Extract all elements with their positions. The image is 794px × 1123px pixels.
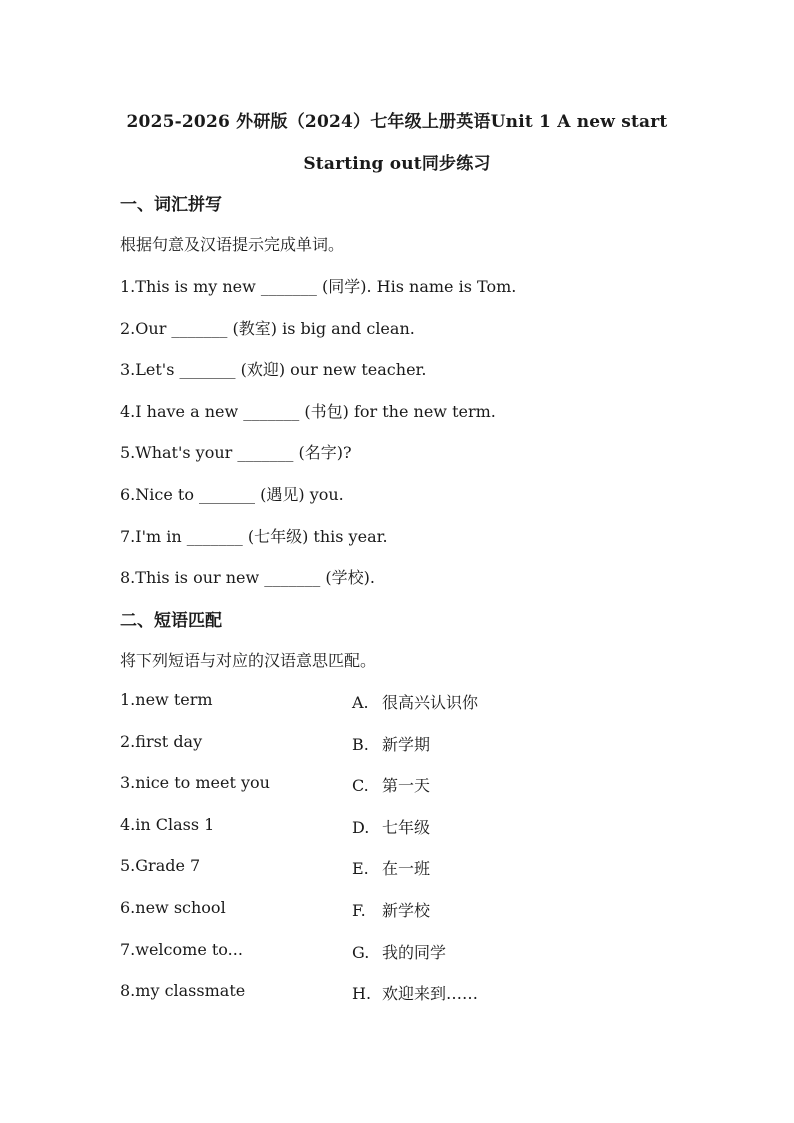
section2-instruction: 将下列短语与对应的汉语意思匹配。 [120,651,377,670]
match-meaning-text: 新学期 [382,735,431,754]
match-meaning-text: 我的同学 [382,943,447,962]
match-meaning-text: 新学校 [382,901,431,920]
match-key: C. [352,776,369,795]
match-phrase-5: 5.Grade 7 [120,856,201,875]
match-phrase-7: 7.welcome to... [120,940,243,959]
match-meaning-text: 在一班 [382,859,431,878]
vocab-item-6: 6.Nice to _______ (遇见) you. [120,485,344,504]
match-meaning-a [352,690,478,713]
match-phrase-2: 2.first day [120,732,203,751]
match-phrase-4: 4.in Class 1 [120,815,215,834]
match-meaning-text: 很高兴认识你 [382,693,479,712]
match-key: E. [352,859,369,878]
match-meaning-h [352,981,478,1004]
match-meaning-c [352,773,430,796]
match-phrase-8: 8.my classmate [120,981,246,1000]
vocab-item-2: 2.Our _______ (教室) is big and clean. [120,319,415,338]
match-key: B. [352,735,369,754]
vocab-item-4: 4.I have a new _______ (书包) for the new term. [120,402,496,421]
match-meaning-f [352,898,430,921]
vocab-item-8: 8.This is our new _______ (学校). [120,568,375,587]
match-key: D. [352,818,370,837]
match-key: A. [352,693,369,712]
document-title-line1: 2025-2026 外研版（2024）七年级上册英语Unit 1 A new start [126,112,668,132]
match-phrase-3: 3.nice to meet you [120,773,270,792]
match-meaning-text: 七年级 [382,818,431,837]
match-meaning-d [352,815,430,838]
match-phrase-1: 1.new term [120,690,213,709]
vocab-item-3: 3.Let's _______ (欢迎) our new teacher. [120,360,427,379]
document-title-line2: Starting out同步练习 [303,154,491,174]
match-phrase-6: 6.new school [120,898,226,917]
match-meaning-e [352,856,430,879]
match-meaning-b [352,732,430,755]
vocab-item-5: 5.What's your _______ (名字)? [120,443,352,462]
vocab-item-7: 7.I'm in _______ (七年级) this year. [120,527,388,546]
section1-instruction: 根据句意及汉语提示完成单词。 [120,235,345,254]
vocab-item-1: 1.This is my new _______ (同学). His name is Tom. [120,277,517,296]
section1-heading: 一、词汇拼写 [120,195,222,215]
match-key: F. [352,901,366,920]
section2-heading: 二、短语匹配 [120,611,222,631]
match-meaning-text: 欢迎来到…… [382,984,479,1003]
match-meaning-text: 第一天 [382,776,431,795]
match-meaning-g [352,940,446,963]
match-key: H. [352,984,372,1003]
match-key: G. [352,943,370,962]
